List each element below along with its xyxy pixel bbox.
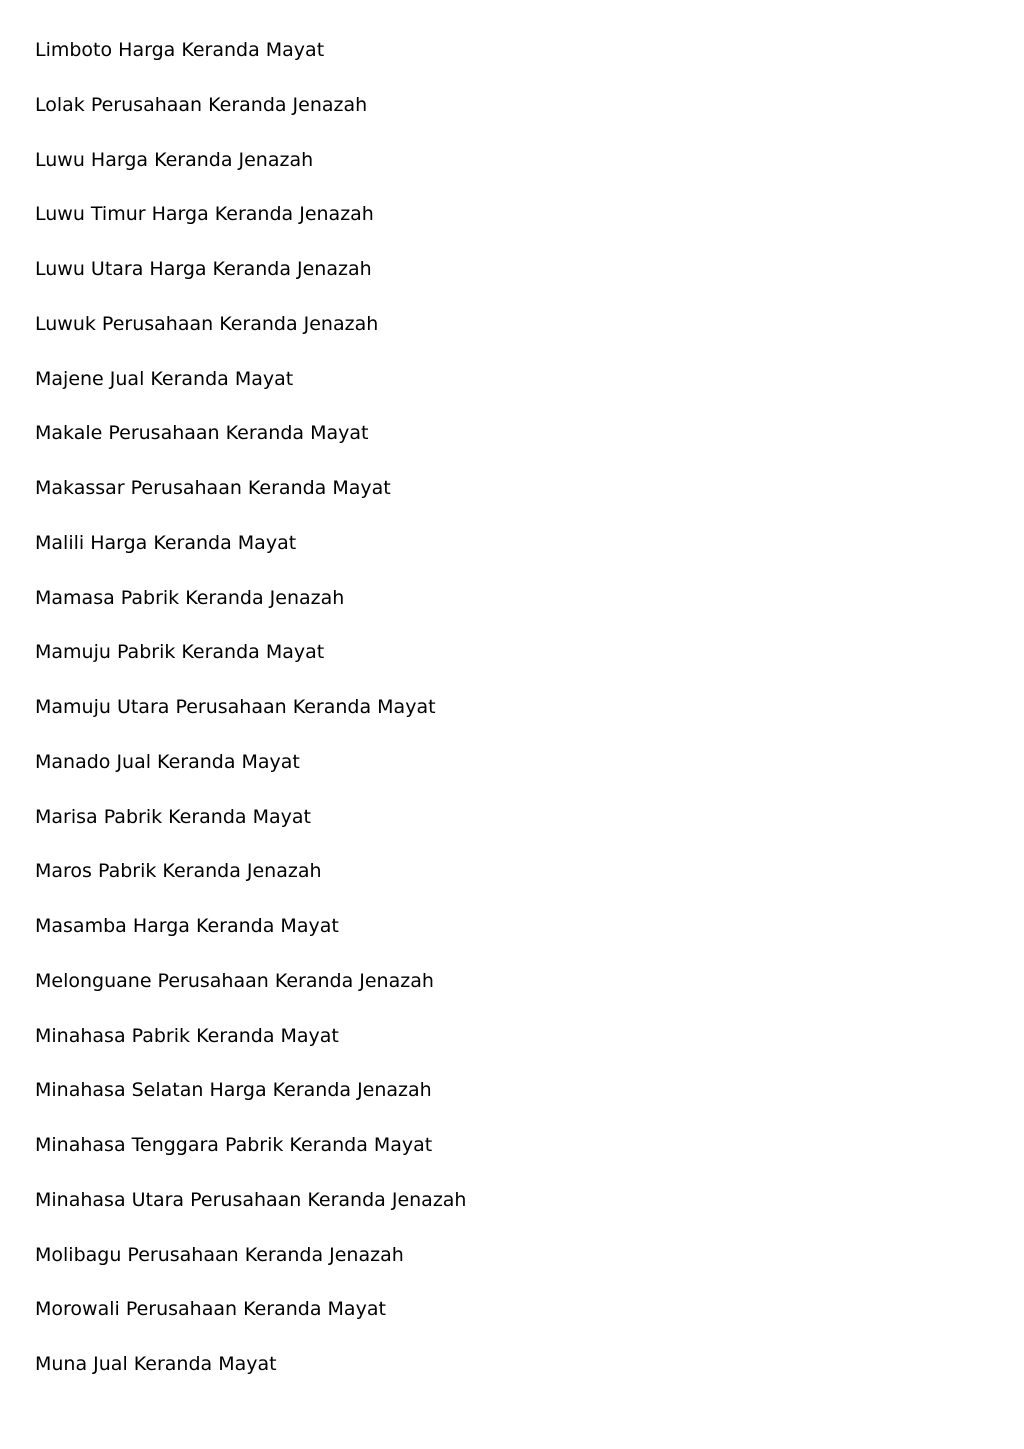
list-item: Molibagu Perusahaan Keranda Jenazah xyxy=(35,1243,404,1266)
list-item: Makassar Perusahaan Keranda Mayat xyxy=(35,477,391,499)
list-item: Luwu Timur Harga Keranda Jenazah xyxy=(35,203,374,226)
list-item: Marisa Pabrik Keranda Mayat xyxy=(35,805,311,828)
list-item: Minahasa Utara Perusahaan Keranda Jenazah xyxy=(35,1188,467,1211)
list-item: Mamasa Pabrik Keranda Jenazah xyxy=(35,586,345,609)
list-item: Mamuju Pabrik Keranda Mayat xyxy=(35,641,325,664)
list-item: Minahasa Selatan Harga Keranda Jenazah xyxy=(35,1079,432,1102)
entry-list xyxy=(35,36,466,1405)
list-item: Malili Harga Keranda Mayat xyxy=(35,531,297,554)
list-item: Luwuk Perusahaan Keranda Jenazah xyxy=(35,312,379,335)
list-item: Mamuju Utara Perusahaan Keranda Mayat xyxy=(35,696,436,718)
list-item: Melonguane Perusahaan Keranda Jenazah xyxy=(35,969,434,992)
list-item: Makale Perusahaan Keranda Mayat xyxy=(35,422,369,445)
list-item: Morowali Perusahaan Keranda Mayat xyxy=(35,1298,386,1321)
list-item: Luwu Utara Harga Keranda Jenazah xyxy=(35,258,372,280)
list-item: Majene Jual Keranda Mayat xyxy=(35,367,294,390)
list-item: Lolak Perusahaan Keranda Jenazah xyxy=(35,93,368,116)
list-item: Minahasa Pabrik Keranda Mayat xyxy=(35,1024,339,1047)
list-item: Muna Jual Keranda Mayat xyxy=(35,1353,277,1375)
list-item: Masamba Harga Keranda Mayat xyxy=(35,915,339,937)
list-item: Manado Jual Keranda Mayat xyxy=(35,750,300,773)
list-item: Maros Pabrik Keranda Jenazah xyxy=(35,860,322,883)
list-item: Limboto Harga Keranda Mayat xyxy=(35,39,325,61)
list-item: Luwu Harga Keranda Jenazah xyxy=(35,148,314,171)
list-item: Minahasa Tenggara Pabrik Keranda Mayat xyxy=(35,1134,433,1156)
